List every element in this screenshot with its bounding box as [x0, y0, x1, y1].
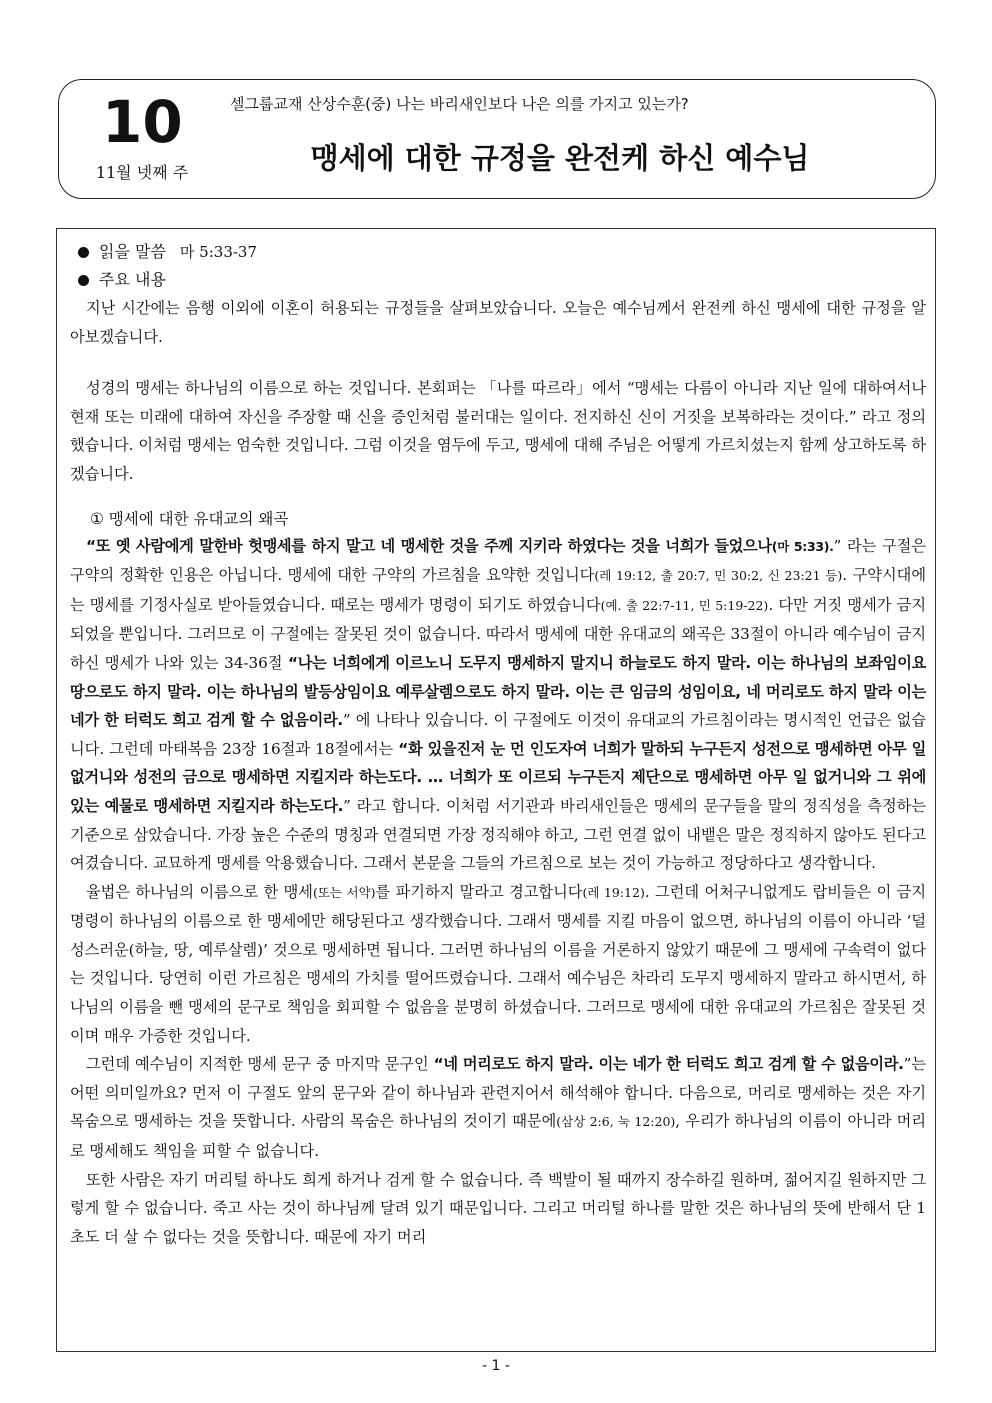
paragraph-text: ” 라는 구절은 구약의 정확한 인용은 아닙니다. 맹세에 대한 구약의 가르침을 요약한 것입니다 [70, 536, 926, 585]
content-text [70, 238, 926, 1251]
section-paragraph-1 [70, 532, 926, 878]
scripture-quote: “네 머리로도 하지 말라. 이는 네가 한 터럭도 희고 검게 할 수 없음이라. [433, 1055, 904, 1074]
scripture-reference: (예. 출 22:7-11, 민 5:19-22) [600, 597, 769, 613]
scripture-reference: (마 5:33). [771, 538, 834, 554]
paragraph-text: . 그런데 어처구니없게도 랍비들은 이 금지명령이 하나님의 이름으로 한 맹세에만 해당된다고 생각했습니다. 그래서 맹세를 지킬 마음이 없으면, 하나님의 이름이 아니라 ‘덜 성스러운(하늘, 땅, 예루살렘)’ 것으로 맹세하면 됩니다. 그러면 하나님의 이름을 거론하지 않았기 때문에 그 맹세에 구속력이 없다는 것입니다. 당연히 이런 가르침은 맹세의 가치를 떨어뜨렸습니다. 그래서 예수님은 차라리 도무지 맹세하지 말라고 하시면서, 하나님의 이름을 뺀 맹세의 문구로 책임을 회피할 수 없음을 분명히 하셨습니다. 그러므로 맹세에 대한 유대교의 가르침은 잘못된 것이며 매우 가증한 것입니다. [70, 882, 926, 1045]
paragraph-text: . 구약시대에는 맹세를 기정사실로 받아들였습니다. 때로는 맹세가 명령이 되기도 하였습니다 [70, 566, 926, 614]
scripture-reference: (또는 서약) [312, 884, 376, 900]
page-number: - 1 - [482, 1358, 510, 1374]
scripture-reference: (레 19:12, 출 20:7, 민 30:2, 신 23:21 등) [594, 568, 843, 584]
scripture-reference: (레 19:12) [582, 884, 645, 900]
scripture-quote: “나는 너희에게 이르노니 도무지 맹세하지 말지니 하늘로도 하지 말라. 이는 하나님의 보좌임이요 땅으로도 하지 말라. 이는 하나님의 발등상임이요 예루살렘으로도 하지 말라. 이는 큰 임금의 성임이요, 네 머리로도 하지 말라 이는 네가 한 터럭도 희고 검게 할 수 없음이라. [70, 653, 926, 730]
paragraph-text: 율법은 하나님의 이름으로 한 맹세 [86, 882, 313, 901]
section-paragraph-2 [70, 878, 926, 1051]
section-title: ① 맹세에 대한 유대교의 왜곡 [90, 509, 289, 528]
reading-label: 읽을 말씀 [99, 242, 166, 261]
paragraph-text: ” 라고 합니다. 이처럼 서기관과 바리새인들은 맹세의 문구들을 말의 정직성을 측정하는 기준으로 삼았습니다. 가장 높은 수준의 명칭과 연결되면 가장 정직해야 하고, 그런 연결 없이 내뱉은 말은 정직하지 않아도 된다고 여겼습니다. 교묘하게 맹세를 악용했습니다. 그래서 본문을 그들의 가르침으로 보는 것이 가능하고 정당하다고 생각합니다. [70, 796, 927, 873]
page-title: 맹세에 대한 규정을 완전케 하신 예수님 [310, 141, 810, 175]
paragraph-text: ”는 어떤 의미일까요? 먼저 이 구절도 앞의 문구와 같이 하나님과 관련지어서 해석해야 합니다. 다음으로, 머리로 맹세하는 것은 자기 목숨으로 맹세하는 것을 뜻합니다. 사람의 목숨은 하나님의 것이기 때문에 [70, 1055, 926, 1131]
intro-paragraph-1: 지난 시간에는 음행 이외에 이혼이 허용되는 규정들을 살펴보았습니다. 오늘은 예수님께서 완전케 하신 맹세에 대한 규정을 알아보겠습니다. [70, 299, 926, 346]
paragraph-text: 그런데 예수님이 지적한 맹세 문구 중 마지막 문구인 [86, 1055, 434, 1074]
scripture-reference: (삼상 2:6, 눅 12:20) [556, 1114, 676, 1130]
paragraph-text: ” 에 나타나 있습니다. 이 구절에도 이것이 유대교의 가르침이라는 명시적인 언급은 없습니다. 그런데 마태복음 23장 16절과 18절에서는 [70, 711, 926, 758]
lesson-week: 11월 넷째 주 [95, 163, 189, 182]
reading-line [78, 238, 926, 266]
scripture-quote: “화 있을진저 눈 먼 인도자여 너희가 말하되 누구든지 성전으로 맹세하면 아무 일 없거니와 성전의 금으로 맹세하면 지킬지라 하는도다. … 너희가 또 이르되 누구든지 제단으로 맹세하면 아무 일 없거니와 그 위에 있는 예물로 맹세하면 지킬지라 하는도다. [70, 739, 926, 815]
paragraph-text: 를 파기하지 말라고 경고합니다 [375, 882, 583, 901]
content-label: 주요 내용 [99, 270, 166, 289]
paragraph-text: , 우리가 하나님의 이름이 아니라 머리로 맹세해도 책임을 피할 수 없습니다. [70, 1112, 926, 1161]
section-paragraph-3 [70, 1050, 926, 1165]
content-label-line [78, 266, 926, 294]
bullet-icon [78, 247, 89, 258]
series-subtitle: 셀그룹교재 산상수훈(중) 나는 바리새인보다 나은 의를 가지고 있는가? [230, 95, 689, 113]
section-paragraph-4: 또한 사람은 자기 머리털 하나도 희게 하거나 검게 할 수 없습니다. 즉 백발이 될 때까지 장수하길 원하며, 젊어지길 원하지만 그렇게 할 수 없습니다. 죽고 사는 것이 하나님께 달려 있기 때문입니다. 그리고 머리털 하나를 말한 것은 하나님의 뜻에 반해서 단 1초도 더 살 수 없다는 것을 뜻합니다. 때문에 자기 머리 [70, 1170, 926, 1246]
reading-reference: 마 5:33-37 [179, 243, 258, 261]
scripture-quote: “또 옛 사람에게 말한바 헛맹세를 하지 말고 네 맹세한 것을 주께 지키라 하였다는 것을 너희가 들었으나 [86, 536, 772, 555]
bullet-icon [78, 275, 89, 286]
paragraph-text: . 다만 거짓 맹세가 금지되었을 뿐입니다. 그러므로 이 구절에는 잘못된 것이 없습니다. 따라서 맹세에 대한 유대교의 왜곡은 33절이 아니라 예수님이 금지하신 맹세가 나와 있는 34-36절 [70, 595, 926, 672]
intro-paragraph-2: 성경의 맹세는 하나님의 이름으로 하는 것입니다. 본회퍼는 「나를 따르라」에서 “맹세는 다름이 아니라 지난 일에 대하여서나 현재 또는 미래에 대하여 자신을 주장할 때 신을 증인처럼 불러대는 일이다. 전지하신 신이 거짓을 보복하라는 것이다.” 라고 정의했습니다. 이처럼 맹세는 엄숙한 것입니다. 그럼 이것을 염두에 두고, 맹세에 대해 주님은 어떻게 가르치셨는지 함께 상고하도록 하겠습니다. [70, 379, 926, 483]
lesson-number: 10 [102, 88, 183, 156]
